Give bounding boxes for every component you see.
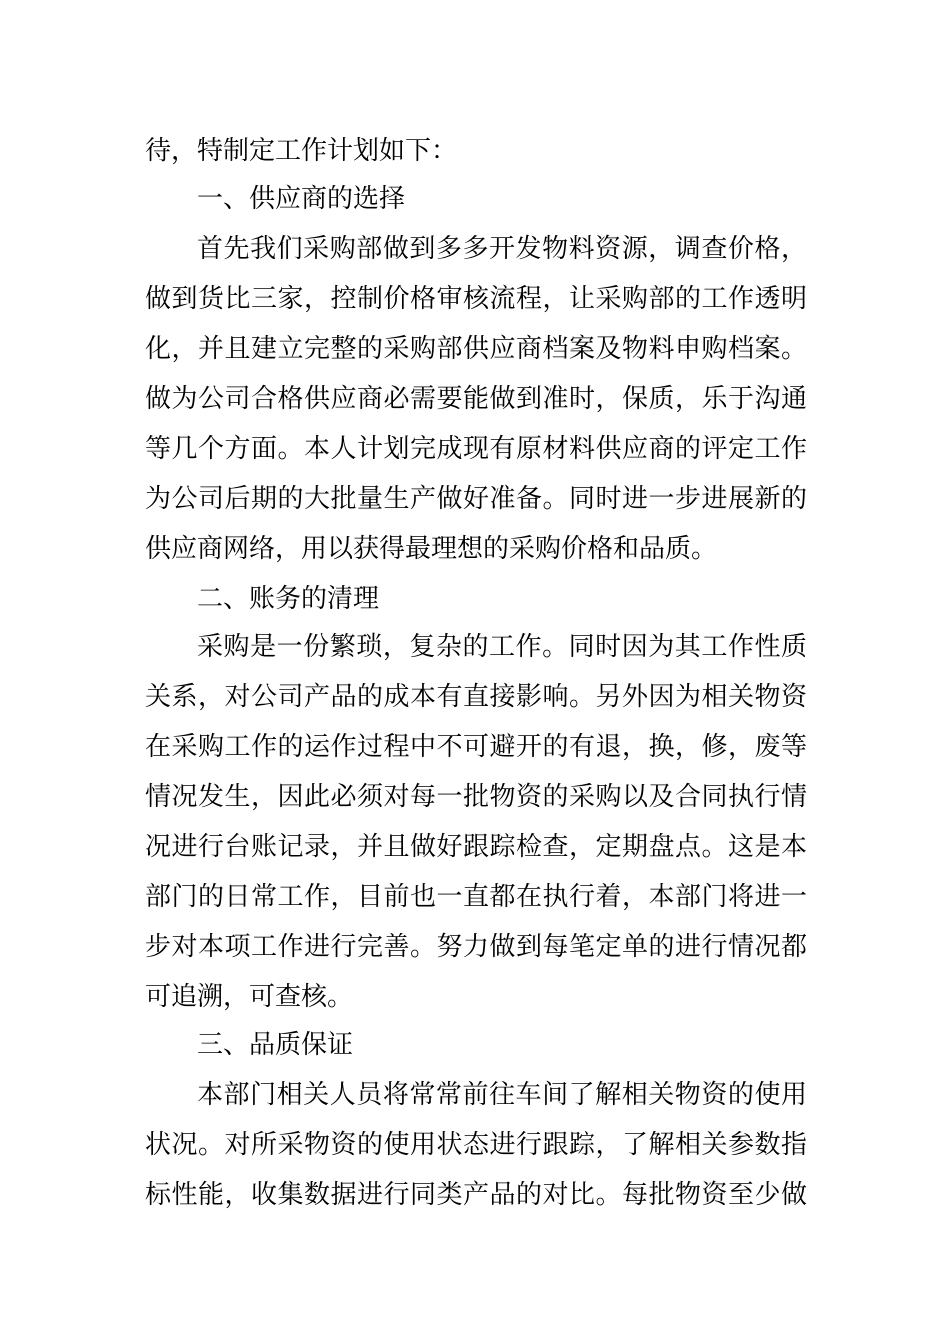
intro-line: 待，特制定工作计划如下：	[145, 136, 458, 166]
paragraph-line: 状况。对所采物资的使用状态进行跟踪，了解相关参数指	[145, 1130, 807, 1160]
paragraph-line: 化，并且建立完整的采购部供应商档案及物料申购档案。	[145, 334, 807, 364]
paragraph-line: 供应商网络，用以获得最理想的采购价格和品质。	[145, 534, 718, 564]
paragraph-line: 关系，对公司产品的成本有直接影响。另外因为相关物资	[145, 682, 807, 712]
paragraph-line: 本部门相关人员将常常前往车间了解相关物资的使用	[197, 1080, 807, 1110]
paragraph-line: 等几个方面。本人计划完成现有原材料供应商的评定工作	[145, 434, 807, 464]
section-heading-accounts: 二、账务的清理	[197, 584, 380, 614]
paragraph-line: 在采购工作的运作过程中不可避开的有退，换，修，废等	[145, 732, 807, 762]
paragraph-line: 首先我们采购部做到多多开发物料资源，调查价格，	[197, 234, 807, 264]
paragraph-line: 采购是一份繁琐，复杂的工作。同时因为其工作性质	[197, 632, 807, 662]
paragraph-line: 部门的日常工作，目前也一直都在执行着，本部门将进一	[145, 882, 807, 912]
section-heading-suppliers: 一、供应商的选择	[197, 184, 406, 214]
paragraph-line: 况进行台账记录，并且做好跟踪检查，定期盘点。这是本	[145, 832, 807, 862]
paragraph-line: 步对本项工作进行完善。努力做到每笔定单的进行情况都	[145, 932, 807, 962]
paragraph-line: 做到货比三家，控制价格审核流程，让采购部的工作透明	[145, 284, 807, 314]
paragraph-line: 标性能，收集数据进行同类产品的对比。每批物资至少做	[145, 1180, 807, 1210]
paragraph-line: 做为公司合格供应商必需要能做到准时，保质，乐于沟通	[145, 384, 807, 414]
paragraph-line: 为公司后期的大批量生产做好准备。同时进一步进展新的	[145, 484, 807, 514]
paragraph-line: 情况发生，因此必须对每一批物资的采购以及合同执行情	[145, 782, 807, 812]
section-heading-quality: 三、品质保证	[197, 1030, 354, 1060]
paragraph-line: 可追溯，可查核。	[145, 982, 354, 1012]
